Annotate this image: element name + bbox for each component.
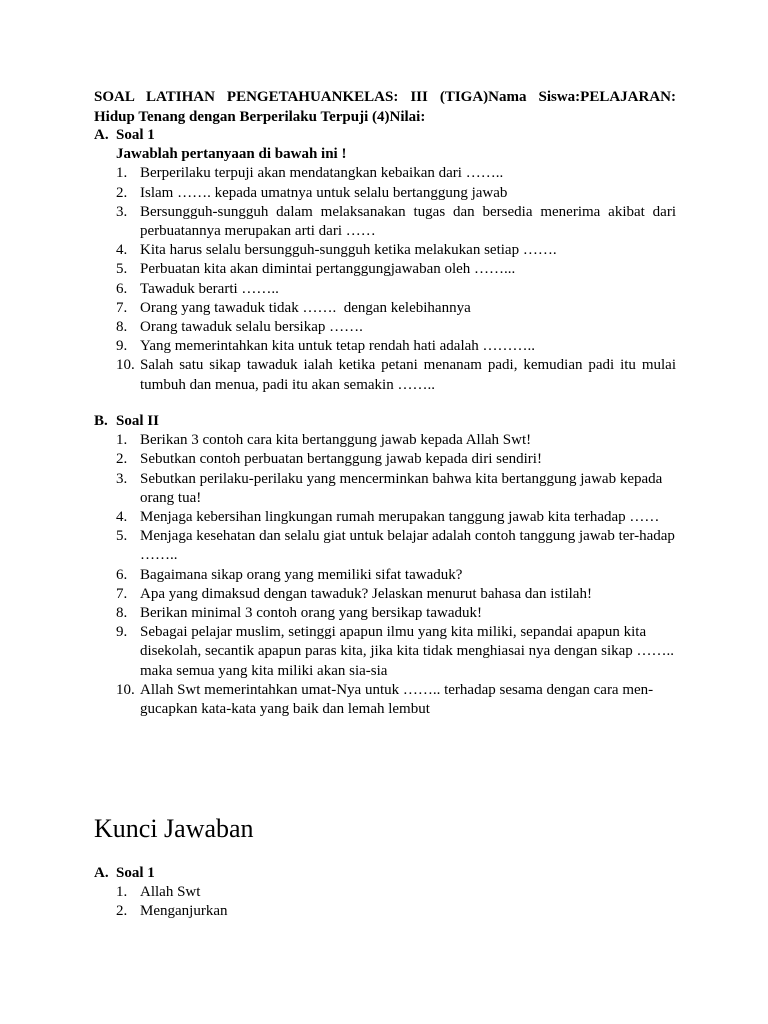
list-item <box>94 566 676 585</box>
question-list-a <box>94 164 676 394</box>
section-title-text: Soal 1 <box>116 127 155 143</box>
item-text: Yang memerintahkan kita untuk tetap rendah hati adalah ……….. <box>140 338 536 355</box>
list-item <box>94 450 676 469</box>
section-a-title <box>94 126 676 145</box>
section-letter: B. <box>94 413 108 429</box>
item-text: Apa yang dimaksud dengan tawaduk? Jelaskan menurut bahasa dan istilah! <box>140 585 592 602</box>
item-text: Orang yang tawaduk tidak ……. dengan kelebihannya <box>140 299 471 316</box>
list-item <box>94 470 676 508</box>
list-item <box>94 623 676 681</box>
section-title-text: Soal 1 <box>116 865 155 881</box>
list-item <box>94 241 676 260</box>
item-number: 10. <box>116 681 135 698</box>
list-item <box>94 681 676 719</box>
list-item <box>94 604 676 623</box>
header-line-1: SOAL LATIHAN PENGETAHUANKELAS: III (TIGA)Nama Siswa:PELAJARAN: <box>94 89 676 105</box>
item-text: Tawaduk berarti …….. <box>140 280 279 297</box>
item-number: 8. <box>116 319 128 336</box>
section-b <box>94 412 676 719</box>
item-number: 6. <box>116 280 128 297</box>
item-text: Berikan 3 contoh cara kita bertanggung jawab kepada Allah Swt! <box>140 432 532 449</box>
item-number: 2. <box>116 451 128 468</box>
item-text: Menjaga kebersihan lingkungan rumah merupakan tanggung jawab kita terhadap …… <box>140 509 660 526</box>
item-text: Berperilaku terpuji akan mendatangkan kebaikan dari …….. <box>140 165 504 182</box>
header-line-2: Hidup Tenang dengan Berperilaku Terpuji (4)Nilai: <box>94 109 426 125</box>
answer-key-section <box>94 864 676 922</box>
item-text: Bersungguh-sungguh dalam melaksanakan tugas dan bersedia menerima akibat dari perbuatannya merupakan arti dari …… <box>140 203 676 240</box>
list-item <box>94 356 676 394</box>
item-text: Salah satu sikap tawaduk ialah ketika petani menanam padi, kemudian padi itu mulai tumbuh dan menua, padi itu akan semakin …….. <box>140 357 676 393</box>
list-item <box>94 184 676 203</box>
list-item <box>94 527 676 565</box>
item-text: Sebutkan perilaku-perilaku yang mencerminkan bahwa kita bertanggung jawab kepada orang tua! <box>140 470 663 506</box>
list-item <box>94 299 676 318</box>
item-text: Islam ……. kepada umatnya untuk selalu bertanggung jawab <box>140 184 508 201</box>
item-text: Kita harus selalu bersungguh-sungguh ketika melakukan setiap ……. <box>140 242 557 259</box>
item-number: 7. <box>116 585 128 602</box>
list-item <box>94 902 676 921</box>
item-number: 9. <box>116 624 128 641</box>
item-number: 1. <box>116 432 128 449</box>
item-number: 5. <box>116 261 128 278</box>
list-item <box>94 260 676 279</box>
answer-key-section-title <box>94 864 676 883</box>
section-letter: A. <box>94 865 109 881</box>
answer-list <box>94 883 676 921</box>
item-number: 7. <box>116 299 128 316</box>
item-number: 3. <box>116 470 128 487</box>
item-number: 2. <box>116 903 128 920</box>
item-text: Allah Swt memerintahkan umat-Nya untuk …….. terhadap sesama dengan cara men-gucapkan kata-kata yang baik dan lemah lembut <box>140 681 654 718</box>
item-number: 2. <box>116 184 128 201</box>
item-text: Allah Swt <box>140 884 201 901</box>
item-number: 9. <box>116 338 128 355</box>
list-item <box>94 431 676 450</box>
section-title-text: Soal II <box>116 413 159 429</box>
section-letter: A. <box>94 127 109 143</box>
item-text: Sebagai pelajar muslim, setinggi apapun ilmu yang kita miliki, sepandai apapun kita disekolah, secantik apapun paras kita, jika kita tidak menghiasai nya dengan sikap …….. maka semua yang kita miliki akan sia-sia <box>140 624 675 679</box>
item-text: Menjaga kesehatan dan selalu giat untuk belajar adalah contoh tanggung jawab ter-hadap …….. <box>140 528 675 564</box>
section-instruction: Jawablah pertanyaan di bawah ini ! <box>116 146 347 163</box>
item-text: Sebutkan contoh perbuatan bertanggung jawab kepada diri sendiri! <box>140 451 542 468</box>
list-item <box>94 508 676 527</box>
list-item <box>94 318 676 337</box>
item-number: 1. <box>116 165 128 182</box>
list-item <box>94 585 676 604</box>
list-item <box>94 883 676 902</box>
section-a <box>94 126 676 395</box>
item-number: 8. <box>116 605 128 622</box>
question-list-b <box>94 431 676 719</box>
item-text: Bagaimana sikap orang yang memiliki sifat tawaduk? <box>140 566 463 583</box>
item-text: Berikan minimal 3 contoh orang yang bersikap tawaduk! <box>140 605 482 622</box>
section-b-title <box>94 412 676 431</box>
item-number: 3. <box>116 203 128 220</box>
item-number: 4. <box>116 509 128 526</box>
answer-key-heading: Kunci Jawaban <box>94 814 254 843</box>
list-item <box>94 337 676 356</box>
list-item <box>94 164 676 183</box>
item-number: 4. <box>116 242 128 259</box>
item-text: Orang tawaduk selalu bersikap ……. <box>140 319 363 336</box>
list-item <box>94 203 676 241</box>
list-item <box>94 280 676 299</box>
item-number: 5. <box>116 528 128 545</box>
item-number: 6. <box>116 566 128 583</box>
item-text: Perbuatan kita akan dimintai pertanggungjawaban oleh ……... <box>140 261 516 278</box>
item-number: 10. <box>116 357 135 374</box>
item-number: 1. <box>116 884 128 901</box>
worksheet-header <box>94 87 676 127</box>
item-text: Menganjurkan <box>140 903 228 920</box>
